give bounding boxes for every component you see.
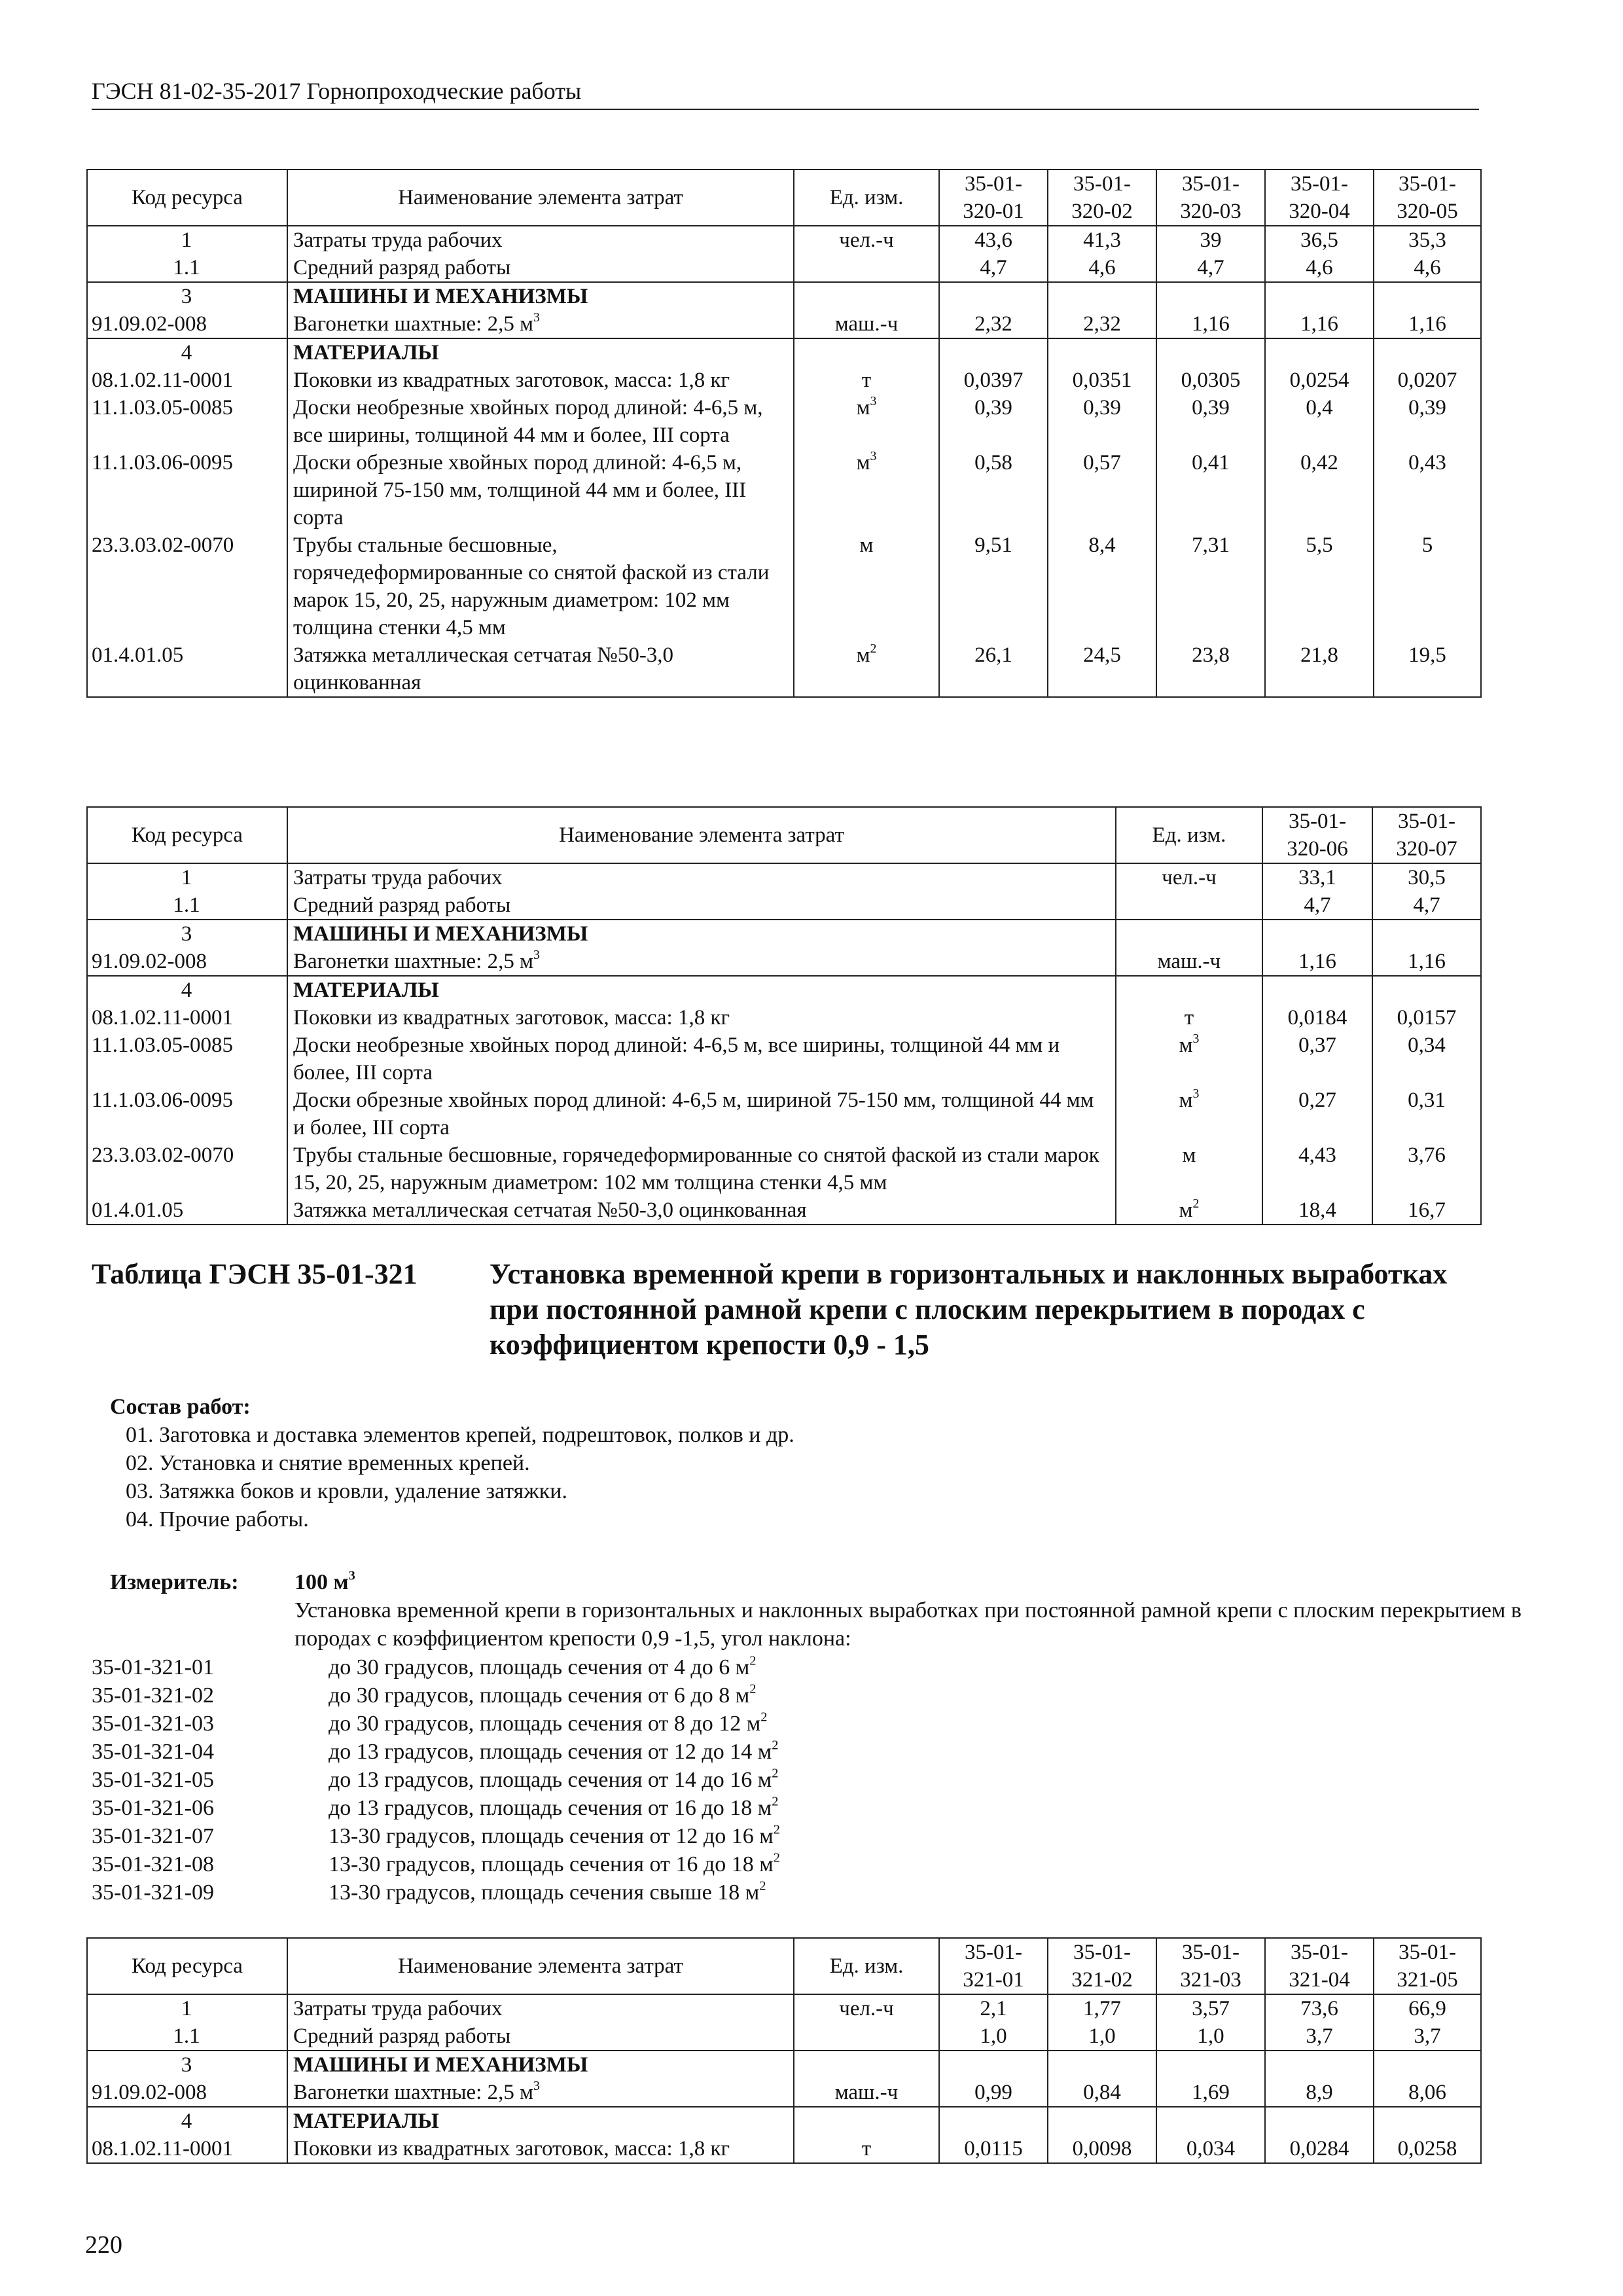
header-column-code: 35-01- 320-03 bbox=[1156, 170, 1265, 226]
resource-value bbox=[1265, 2051, 1374, 2079]
resource-unit: м bbox=[1116, 1141, 1262, 1196]
resource-name: МАТЕРИАЛЫ bbox=[287, 338, 794, 367]
resource-unit: маш.-ч bbox=[1116, 948, 1262, 976]
resource-unit bbox=[1116, 920, 1262, 948]
resource-name: МАШИНЫ И МЕХАНИЗМЫ bbox=[287, 282, 794, 310]
resource-code: 91.09.02-008 bbox=[87, 2079, 287, 2107]
resource-value: 0,99 bbox=[939, 2079, 1048, 2107]
resource-value: 73,6 bbox=[1265, 1994, 1374, 2022]
resource-unit bbox=[794, 338, 939, 367]
resource-code: 11.1.03.05-0085 bbox=[87, 1031, 287, 1086]
resource-name: Затраты труда рабочих bbox=[287, 863, 1116, 891]
header-column-code: 35-01- 321-04 bbox=[1265, 1938, 1374, 1994]
resource-value: 16,7 bbox=[1372, 1196, 1481, 1225]
resource-value bbox=[939, 2107, 1048, 2135]
header-name: Наименование элемента затрат bbox=[287, 807, 1116, 863]
meter-value: 100 $м^3$ bbox=[294, 1568, 355, 1594]
resource-code: 23.3.03.02-0070 bbox=[87, 1141, 287, 1196]
resource-unit bbox=[794, 282, 939, 310]
meter-label: Измеритель: bbox=[110, 1570, 239, 1594]
resource-unit bbox=[794, 254, 939, 282]
resource-value: 1,16 bbox=[1374, 310, 1481, 338]
resource-value: 24,5 bbox=[1048, 641, 1156, 697]
resource-value bbox=[1262, 976, 1372, 1004]
resource-name: Вагонетки шахтные: 2,5 $м^3$ bbox=[287, 2079, 794, 2107]
resource-value: 0,43 bbox=[1374, 449, 1481, 531]
resource-value bbox=[1156, 282, 1265, 310]
resource-value: 33,1 bbox=[1262, 863, 1372, 891]
resource-name: Затраты труда рабочих bbox=[287, 226, 794, 254]
table-row bbox=[87, 1086, 1481, 1141]
resource-code: 23.3.03.02-0070 bbox=[87, 531, 287, 641]
header-name: Наименование элемента затрат bbox=[287, 170, 794, 226]
resource-unit bbox=[1116, 891, 1262, 920]
header-column-code: 35-01- 320-07 bbox=[1372, 807, 1481, 863]
resource-value: 0,0254 bbox=[1265, 367, 1374, 394]
resource-value: 8,4 bbox=[1048, 531, 1156, 641]
resource-value bbox=[939, 338, 1048, 367]
resource-value: 4,7 bbox=[939, 254, 1048, 282]
resource-value: 19,5 bbox=[1374, 641, 1481, 697]
resource-code: 1 bbox=[87, 1994, 287, 2022]
resource-unit: $м^2$ bbox=[794, 641, 939, 697]
table-row bbox=[87, 367, 1481, 394]
resource-code: 4 bbox=[87, 338, 287, 367]
resource-value: 4,6 bbox=[1374, 254, 1481, 282]
resource-code: 08.1.02.11-0001 bbox=[87, 367, 287, 394]
resource-value: 35,3 bbox=[1374, 226, 1481, 254]
resource-name: МАШИНЫ И МЕХАНИЗМЫ bbox=[287, 920, 1116, 948]
resource-value: 5,5 bbox=[1265, 531, 1374, 641]
variant-code: 35-01-321-03 bbox=[92, 1712, 214, 1736]
resource-name: Поковки из квадратных заготовок, масса: 1,8 кг bbox=[287, 2135, 794, 2163]
table-row bbox=[87, 1004, 1481, 1031]
table-row bbox=[87, 338, 1481, 367]
table-row bbox=[87, 2051, 1481, 2079]
header-column-code: 35-01- 320-06 bbox=[1262, 807, 1372, 863]
variant-description: до 13 градусов, площадь сечения от 12 до 14 $м^2$ bbox=[329, 1738, 779, 1764]
resource-name: Трубы стальные бесшовные, горячедеформированные со снятой фаской из стали марок 15, 20, 25, наружным диаметром: 102 мм толщина стенки 4,5 мм bbox=[287, 531, 794, 641]
table-row bbox=[87, 641, 1481, 697]
table-row bbox=[87, 226, 1481, 254]
resource-value: 1,16 bbox=[1372, 948, 1481, 976]
meter-description: Установка временной крепи в горизонтальных и наклонных выработках при постоянной рамной крепи с плоским перекрытием в породах с коэффициентом крепости 0,9 -1,5, угол наклона: bbox=[294, 1598, 1522, 1651]
works-item: 01. Заготовка и доставка элементов крепей, подрештовок, полков и др. bbox=[126, 1423, 794, 1447]
works-item: 03. Затяжка боков и кровли, удаление затяжки. bbox=[126, 1479, 567, 1503]
resource-value: 2,1 bbox=[939, 1994, 1048, 2022]
resource-value: 0,0207 bbox=[1374, 367, 1481, 394]
variant-code: 35-01-321-08 bbox=[92, 1852, 214, 1876]
resource-unit bbox=[794, 2107, 939, 2135]
resource-value: 1,0 bbox=[939, 2022, 1048, 2051]
resource-value: 0,57 bbox=[1048, 449, 1156, 531]
resource-value: 39 bbox=[1156, 226, 1265, 254]
header-column-code: 35-01- 321-03 bbox=[1156, 1938, 1265, 1994]
works-item: 02. Установка и снятие временных крепей. bbox=[126, 1451, 530, 1475]
resource-name: Поковки из квадратных заготовок, масса: 1,8 кг bbox=[287, 1004, 1116, 1031]
resource-value: 2,32 bbox=[1048, 310, 1156, 338]
resource-value: 0,0305 bbox=[1156, 367, 1265, 394]
resource-value: 0,39 bbox=[1374, 394, 1481, 449]
resource-value: 36,5 bbox=[1265, 226, 1374, 254]
resource-name: Затяжка металлическая сетчатая №50-3,0 оцинкованная bbox=[287, 1196, 1116, 1225]
header-column-code: 35-01- 320-05 bbox=[1374, 170, 1481, 226]
resource-value: 4,7 bbox=[1156, 254, 1265, 282]
table-row bbox=[87, 531, 1481, 641]
resource-value bbox=[1265, 2107, 1374, 2135]
resource-value: 0,0258 bbox=[1374, 2135, 1481, 2163]
header-code: Код ресурса bbox=[87, 807, 287, 863]
resource-unit: маш.-ч bbox=[794, 2079, 939, 2107]
table-row bbox=[87, 394, 1481, 449]
variant-code: 35-01-321-02 bbox=[92, 1683, 214, 1708]
resource-unit: $м^2$ bbox=[1116, 1196, 1262, 1225]
resource-value: 0,31 bbox=[1372, 1086, 1481, 1141]
resource-unit: т bbox=[1116, 1004, 1262, 1031]
resource-value: 23,8 bbox=[1156, 641, 1265, 697]
resource-value: 0,034 bbox=[1156, 2135, 1265, 2163]
resource-code: 3 bbox=[87, 2051, 287, 2079]
resource-name: МАТЕРИАЛЫ bbox=[287, 2107, 794, 2135]
table-row bbox=[87, 282, 1481, 310]
resource-code: 08.1.02.11-0001 bbox=[87, 2135, 287, 2163]
resource-name: Доски обрезные хвойных пород длиной: 4-6,5 м, шириной 75-150 мм, толщиной 44 мм и более, III сорта bbox=[287, 1086, 1116, 1141]
resource-value: 5 bbox=[1374, 531, 1481, 641]
header-column-code: 35-01- 321-05 bbox=[1374, 1938, 1481, 1994]
resource-value bbox=[1374, 2051, 1481, 2079]
resource-value: 0,0115 bbox=[939, 2135, 1048, 2163]
resource-unit: чел.-ч bbox=[794, 1994, 939, 2022]
table-row bbox=[87, 863, 1481, 891]
table-row bbox=[87, 920, 1481, 948]
resource-value: 18,4 bbox=[1262, 1196, 1372, 1225]
table-row bbox=[87, 2107, 1481, 2135]
resource-unit: т bbox=[794, 2135, 939, 2163]
resource-unit: м bbox=[794, 531, 939, 641]
resource-value bbox=[1374, 2107, 1481, 2135]
resource-value bbox=[1048, 2051, 1156, 2079]
table-row bbox=[87, 1994, 1481, 2022]
header-unit: Ед. изм. bbox=[794, 170, 939, 226]
resource-value bbox=[1265, 338, 1374, 367]
resource-value: 4,6 bbox=[1048, 254, 1156, 282]
resource-code: 1 bbox=[87, 863, 287, 891]
resource-value: 1,69 bbox=[1156, 2079, 1265, 2107]
header-code: Код ресурса bbox=[87, 1938, 287, 1994]
resource-unit: $м^3$ bbox=[794, 394, 939, 449]
resource-name: Средний разряд работы bbox=[287, 254, 794, 282]
resource-code: 01.4.01.05 bbox=[87, 641, 287, 697]
resource-value: 7,31 bbox=[1156, 531, 1265, 641]
variant-description: 13-30 градусов, площадь сечения свыше 18 $м^2$ bbox=[329, 1878, 766, 1905]
resource-code: 01.4.01.05 bbox=[87, 1196, 287, 1225]
cost-table-320-01-05 bbox=[86, 169, 1482, 698]
resource-unit: $м^3$ bbox=[1116, 1031, 1262, 1086]
resource-code: 11.1.03.05-0085 bbox=[87, 394, 287, 449]
resource-value: 4,7 bbox=[1262, 891, 1372, 920]
resource-value: 0,37 bbox=[1262, 1031, 1372, 1086]
resource-value: 0,0397 bbox=[939, 367, 1048, 394]
table-row bbox=[87, 2135, 1481, 2163]
resource-value: 8,9 bbox=[1265, 2079, 1374, 2107]
resource-name: Доски обрезные хвойных пород длиной: 4-6,5 м, шириной 75-150 мм, толщиной 44 мм и более, III сорта bbox=[287, 449, 794, 531]
table-row bbox=[87, 1031, 1481, 1086]
resource-value bbox=[939, 2051, 1048, 2079]
header-column-code: 35-01- 320-01 bbox=[939, 170, 1048, 226]
resource-value: 0,4 bbox=[1265, 394, 1374, 449]
resource-value: 43,6 bbox=[939, 226, 1048, 254]
table-row bbox=[87, 891, 1481, 920]
resource-value: 26,1 bbox=[939, 641, 1048, 697]
resource-code: 4 bbox=[87, 2107, 287, 2135]
resource-value bbox=[1374, 282, 1481, 310]
resource-code: 91.09.02-008 bbox=[87, 310, 287, 338]
variant-code: 35-01-321-06 bbox=[92, 1796, 214, 1820]
resource-value: 0,0351 bbox=[1048, 367, 1156, 394]
resource-name: Доски необрезные хвойных пород длиной: 4-6,5 м, все ширины, толщиной 44 мм и более, III сорта bbox=[287, 1031, 1116, 1086]
works-heading: Состав работ: bbox=[110, 1395, 251, 1419]
resource-value bbox=[1262, 920, 1372, 948]
resource-value: 1,16 bbox=[1262, 948, 1372, 976]
header-column-code: 35-01- 320-04 bbox=[1265, 170, 1374, 226]
resource-value: 2,32 bbox=[939, 310, 1048, 338]
header-column-code: 35-01- 321-01 bbox=[939, 1938, 1048, 1994]
variant-description: 13-30 градусов, площадь сечения от 16 до 18 $м^2$ bbox=[329, 1850, 780, 1876]
resource-value: 0,27 bbox=[1262, 1086, 1372, 1141]
variant-code: 35-01-321-01 bbox=[92, 1655, 214, 1679]
resource-name: Затраты труда рабочих bbox=[287, 1994, 794, 2022]
section-table-title: Установка временной крепи в горизонтальных и наклонных выработках при постоянной рамной крепи с плоским перекрытием в породах с коэффициентом крепости 0,9 - 1,5 bbox=[490, 1258, 1448, 1361]
resource-value: 4,43 bbox=[1262, 1141, 1372, 1196]
header-column-code: 35-01- 321-02 bbox=[1048, 1938, 1156, 1994]
resource-code: 1.1 bbox=[87, 891, 287, 920]
resource-value: 0,0098 bbox=[1048, 2135, 1156, 2163]
resource-value bbox=[1372, 976, 1481, 1004]
resource-value: 3,76 bbox=[1372, 1141, 1481, 1196]
resource-value bbox=[1048, 282, 1156, 310]
header-column-code: 35-01- 320-02 bbox=[1048, 170, 1156, 226]
variant-code: 35-01-321-09 bbox=[92, 1880, 214, 1905]
table-row bbox=[87, 1141, 1481, 1196]
table-row bbox=[87, 310, 1481, 338]
variant-code: 35-01-321-05 bbox=[92, 1768, 214, 1792]
resource-value: 3,7 bbox=[1265, 2022, 1374, 2051]
resource-unit: чел.-ч bbox=[1116, 863, 1262, 891]
table-row bbox=[87, 948, 1481, 976]
resource-value: 0,39 bbox=[939, 394, 1048, 449]
page-number: 220 bbox=[85, 2231, 122, 2259]
resource-value: 0,84 bbox=[1048, 2079, 1156, 2107]
resource-value: 4,6 bbox=[1265, 254, 1374, 282]
page-header-title: ГЭСН 81-02-35-2017 Горнопроходческие работы bbox=[92, 78, 582, 104]
resource-value: 30,5 bbox=[1372, 863, 1481, 891]
variant-description: до 30 градусов, площадь сечения от 8 до 12 $м^2$ bbox=[329, 1710, 768, 1736]
variant-code: 35-01-321-07 bbox=[92, 1824, 214, 1848]
resource-value bbox=[1048, 2107, 1156, 2135]
resource-unit bbox=[794, 2051, 939, 2079]
resource-value: 0,58 bbox=[939, 449, 1048, 531]
resource-value: 1,0 bbox=[1156, 2022, 1265, 2051]
resource-value: 9,51 bbox=[939, 531, 1048, 641]
resource-value bbox=[1372, 920, 1481, 948]
resource-unit bbox=[794, 2022, 939, 2051]
cost-table-320-06-07 bbox=[86, 806, 1482, 1225]
resource-code: 08.1.02.11-0001 bbox=[87, 1004, 287, 1031]
resource-value: 0,39 bbox=[1156, 394, 1265, 449]
resource-code: 1.1 bbox=[87, 254, 287, 282]
resource-code: 4 bbox=[87, 976, 287, 1004]
resource-name: Средний разряд работы bbox=[287, 2022, 794, 2051]
resource-name: Затяжка металлическая сетчатая №50-3,0 оцинкованная bbox=[287, 641, 794, 697]
resource-value: 0,0157 bbox=[1372, 1004, 1481, 1031]
resource-unit: маш.-ч bbox=[794, 310, 939, 338]
resource-value bbox=[1156, 2051, 1265, 2079]
header-code: Код ресурса bbox=[87, 170, 287, 226]
resource-value bbox=[1156, 2107, 1265, 2135]
variant-description: до 13 градусов, площадь сечения от 16 до 18 $м^2$ bbox=[329, 1794, 779, 1820]
table-row bbox=[87, 2022, 1481, 2051]
resource-value: 3,7 bbox=[1374, 2022, 1481, 2051]
cost-table-321-01-05 bbox=[86, 1937, 1482, 2164]
works-composition bbox=[110, 1393, 794, 1534]
resource-code: 3 bbox=[87, 282, 287, 310]
resource-code: 3 bbox=[87, 920, 287, 948]
section-table-label: Таблица ГЭСН 35-01-321 bbox=[92, 1258, 418, 1290]
resource-value: 4,7 bbox=[1372, 891, 1481, 920]
table-row bbox=[87, 1196, 1481, 1225]
resource-value: 0,39 bbox=[1048, 394, 1156, 449]
resource-value: 66,9 bbox=[1374, 1994, 1481, 2022]
resource-value: 0,42 bbox=[1265, 449, 1374, 531]
resource-name: Средний разряд работы bbox=[287, 891, 1116, 920]
variant-description: до 30 градусов, площадь сечения от 4 до 6 $м^2$ bbox=[329, 1653, 757, 1679]
resource-value bbox=[1374, 338, 1481, 367]
resource-value: 0,34 bbox=[1372, 1031, 1481, 1086]
variant-description: до 13 градусов, площадь сечения от 14 до 16 $м^2$ bbox=[329, 1766, 779, 1792]
resource-unit: чел.-ч bbox=[794, 226, 939, 254]
resource-name: Вагонетки шахтные: 2,5 $м^3$ bbox=[287, 948, 1116, 976]
resource-code: 91.09.02-008 bbox=[87, 948, 287, 976]
resource-value: 1,0 bbox=[1048, 2022, 1156, 2051]
resource-value: 1,16 bbox=[1156, 310, 1265, 338]
works-item: 04. Прочие работы. bbox=[126, 1507, 309, 1532]
resource-value: 8,06 bbox=[1374, 2079, 1481, 2107]
resource-value bbox=[1156, 338, 1265, 367]
resource-unit bbox=[1116, 976, 1262, 1004]
resource-value: 3,57 bbox=[1156, 1994, 1265, 2022]
resource-code: 11.1.03.06-0095 bbox=[87, 1086, 287, 1141]
variant-code: 35-01-321-04 bbox=[92, 1740, 214, 1764]
resource-value bbox=[1048, 338, 1156, 367]
resource-name: Доски необрезные хвойных пород длиной: 4-6,5 м, все ширины, толщиной 44 мм и более, III сорта bbox=[287, 394, 794, 449]
resource-value: 0,0284 bbox=[1265, 2135, 1374, 2163]
resource-name: МАШИНЫ И МЕХАНИЗМЫ bbox=[287, 2051, 794, 2079]
resource-value: 41,3 bbox=[1048, 226, 1156, 254]
resource-code: 11.1.03.06-0095 bbox=[87, 449, 287, 531]
resource-value bbox=[1265, 282, 1374, 310]
resource-code: 1 bbox=[87, 226, 287, 254]
resource-value: 0,41 bbox=[1156, 449, 1265, 531]
table-row bbox=[87, 2079, 1481, 2107]
resource-value: 21,8 bbox=[1265, 641, 1374, 697]
resource-name: Вагонетки шахтные: 2,5 $м^3$ bbox=[287, 310, 794, 338]
variant-description: до 30 градусов, площадь сечения от 6 до 8 $м^2$ bbox=[329, 1681, 757, 1708]
resource-unit: $м^3$ bbox=[794, 449, 939, 531]
table-row bbox=[87, 254, 1481, 282]
resource-value: 1,77 bbox=[1048, 1994, 1156, 2022]
resource-unit: т bbox=[794, 367, 939, 394]
resource-name: Трубы стальные бесшовные, горячедеформированные со снятой фаской из стали марок 15, 20, 25, наружным диаметром: 102 мм толщина стенки 4,5 мм bbox=[287, 1141, 1116, 1196]
table-row bbox=[87, 976, 1481, 1004]
header-unit: Ед. изм. bbox=[1116, 807, 1262, 863]
page-header bbox=[92, 77, 1479, 110]
resource-value: 0,0184 bbox=[1262, 1004, 1372, 1031]
table-row bbox=[87, 449, 1481, 531]
variant-description: 13-30 градусов, площадь сечения от 12 до 16 $м^2$ bbox=[329, 1822, 780, 1848]
resource-name: Поковки из квадратных заготовок, масса: 1,8 кг bbox=[287, 367, 794, 394]
resource-value: 1,16 bbox=[1265, 310, 1374, 338]
resource-unit: $м^3$ bbox=[1116, 1086, 1262, 1141]
resource-name: МАТЕРИАЛЫ bbox=[287, 976, 1116, 1004]
header-unit: Ед. изм. bbox=[794, 1938, 939, 1994]
header-name: Наименование элемента затрат bbox=[287, 1938, 794, 1994]
resource-value bbox=[939, 282, 1048, 310]
resource-code: 1.1 bbox=[87, 2022, 287, 2051]
